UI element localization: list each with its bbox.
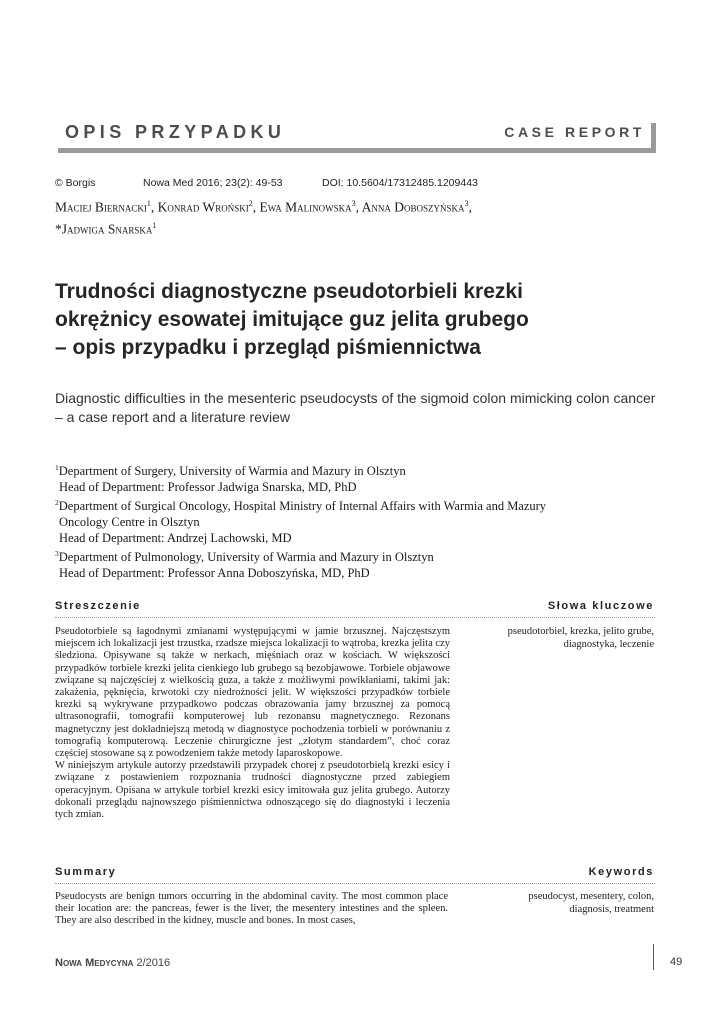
affiliation-line	[55, 460, 665, 480]
article-title-english	[55, 389, 665, 427]
author-name: Konrad Wroński	[157, 199, 249, 215]
section-banner	[53, 118, 651, 148]
abstract-paragraph: W niniejszym artykule autorzy przedstawili przypadek chorej z pseudotorbielą krezki esicy i związane z postawieniem rozpoznania trudności diagnostyczne przed zabiegiem operacyjnym. Opisana w artykule torbiel krezki esicy imitowała guz jelita grubego. Autorzy dokonali przeglądu najnowszego piśmiennictwa odnoszącego się do diagnostyki i leczenia tych zmian.	[55, 760, 450, 821]
affiliation-continuation: Oncology Centre in Olsztyn	[59, 515, 200, 530]
affiliation-head: Head of Department: Professor Anna Doboszyńska, MD, PhD	[59, 566, 370, 581]
banner-label-en: CASE REPORT	[504, 124, 645, 140]
author-affiliation-mark: 1	[152, 220, 157, 230]
keyword-line: diagnostyka, leczenie	[563, 638, 654, 650]
title-line: Diagnostic difficulties in the mesenteric pseudocysts of the sigmoid colon mimicking colon cancer	[55, 390, 656, 406]
streszczenie-body	[55, 626, 450, 821]
title-line: okrężnicy esowatej imitujące guz jelita grubego	[55, 308, 529, 331]
keywords-heading: Keywords	[588, 866, 654, 878]
section-divider	[55, 617, 655, 618]
corresponding-author-name: *Jadwiga Snarska	[55, 221, 153, 236]
author-name: Anna Doboszyńska	[361, 199, 465, 215]
keyword-line: pseudocyst, mesentery, colon,	[528, 891, 654, 902]
affiliation-line	[55, 495, 665, 515]
banner-label-pl: OPIS PRZYPADKU	[65, 122, 286, 142]
affiliations	[55, 460, 665, 582]
abstract-paragraph: Pseudotorbiele są łagodnymi zmianami występującymi w jamie brzusznej. Najczęstszym miejscem ich lokalizacji jest trzustka, rzadsze miejsca lokalizacji to wątroba, krezka jelita czy śledziona. Opisywane są także w nerkach, mięśniach oraz w kościach. W większości przypadków torbiele krezki jelita cienkiego lub grubego są bezobjawowe. Torbiele objawowe związane są najczęściej z wielkością guza, a także z możliwymi powikłaniami, takimi jak: zakażenia, pęknięcia, krwotoki czy niedrożności jelit. W większości przypadków torbiele krezki są wykrywane przypadkowo podczas obrazowania jamy brzusznej za pomocą ultrasonografii, tomografii komputerowej lub rezonansu magnetycznego. Rezonans magnetyczny jest dokładniejszą metodą w diagnostyce pochodzenia torbieli w porównaniu z tomografią komputerową. Leczenie chirurgiczne jest „złotym standardem”, choć coraz częściej stosowane są z powodzeniem także metody laparoskopowe.	[55, 626, 450, 760]
title-line: Trudności diagnostyczne pseudotorbieli krezki	[55, 280, 523, 303]
journal-citation: Nowa Med 2016; 23(2): 49-53	[143, 177, 283, 189]
footer-issue: 2/2016	[136, 957, 171, 969]
slowa-kluczowe-heading: Słowa kluczowe	[547, 600, 654, 612]
page-number: 49	[670, 956, 683, 968]
section-divider	[55, 883, 655, 884]
affiliation-mark: 3	[55, 549, 59, 559]
author-affiliation-mark: 2	[248, 199, 253, 208]
author-affiliation-mark: 3	[351, 199, 356, 208]
author-list: Maciej Biernacki$^1$, Konrad Wroński$^2$, Ewa Malinowska$^3$, Anna Doboszyńska$^3$, *Jadwiga Snarska$^1$	[55, 199, 472, 236]
keywords-list	[454, 891, 654, 916]
title-line: – opis przypadku i przegląd piśmiennictwa	[55, 336, 481, 359]
doi: DOI: 10.5604/17312485.1209443	[322, 177, 478, 189]
author-affiliation-mark: 1	[146, 199, 151, 208]
slowa-kluczowe-list	[454, 626, 654, 651]
title-line: – a case report and a literature review	[55, 409, 291, 425]
author-name: Ewa Malinowska	[259, 199, 352, 215]
summary-heading: Summary	[55, 866, 117, 878]
affiliation-text: Department of Surgery, University of Warmia and Mazury in Olsztyn	[58, 464, 406, 479]
affiliation-text: Department of Surgical Oncology, Hospital Ministry of Internal Affairs with Warmia and Mazury	[58, 499, 547, 514]
affiliation-line	[55, 546, 665, 566]
footer-journal-name: Nowa Medycyna	[55, 957, 134, 969]
footer-journal	[55, 957, 170, 969]
affiliation-head: Head of Department: Professor Jadwiga Snarska, MD, PhD	[59, 479, 357, 494]
affiliation-head: Head of Department: Andrzej Lachowski, MD	[59, 530, 292, 545]
keyword-line: pseudotorbiel, krezka, jelito grube,	[507, 626, 654, 637]
author-affiliation-mark: 3	[464, 199, 469, 208]
keyword-line: diagnosis, treatment	[569, 903, 654, 915]
streszczenie-heading: Streszczenie	[55, 600, 141, 612]
author-name: Maciej Biernacki	[55, 199, 147, 215]
footer-divider	[653, 944, 654, 970]
article-title-polish	[55, 278, 665, 362]
summary-body: Pseudocysts are benign tumors occurring in the abdominal cavity. The most common place their location are: the pancreas, fewer is the liver, the mesentery intestines and the spleen. They are also described in the kidney, muscle and bones. In most cases,	[55, 891, 448, 927]
copyright: © Borgis	[55, 177, 96, 189]
affiliation-mark: 1	[55, 463, 59, 472]
affiliation-text: Department of Pulmonology, University of Warmia and Mazury in Olsztyn	[58, 550, 434, 565]
affiliation-mark: 2	[55, 498, 59, 508]
